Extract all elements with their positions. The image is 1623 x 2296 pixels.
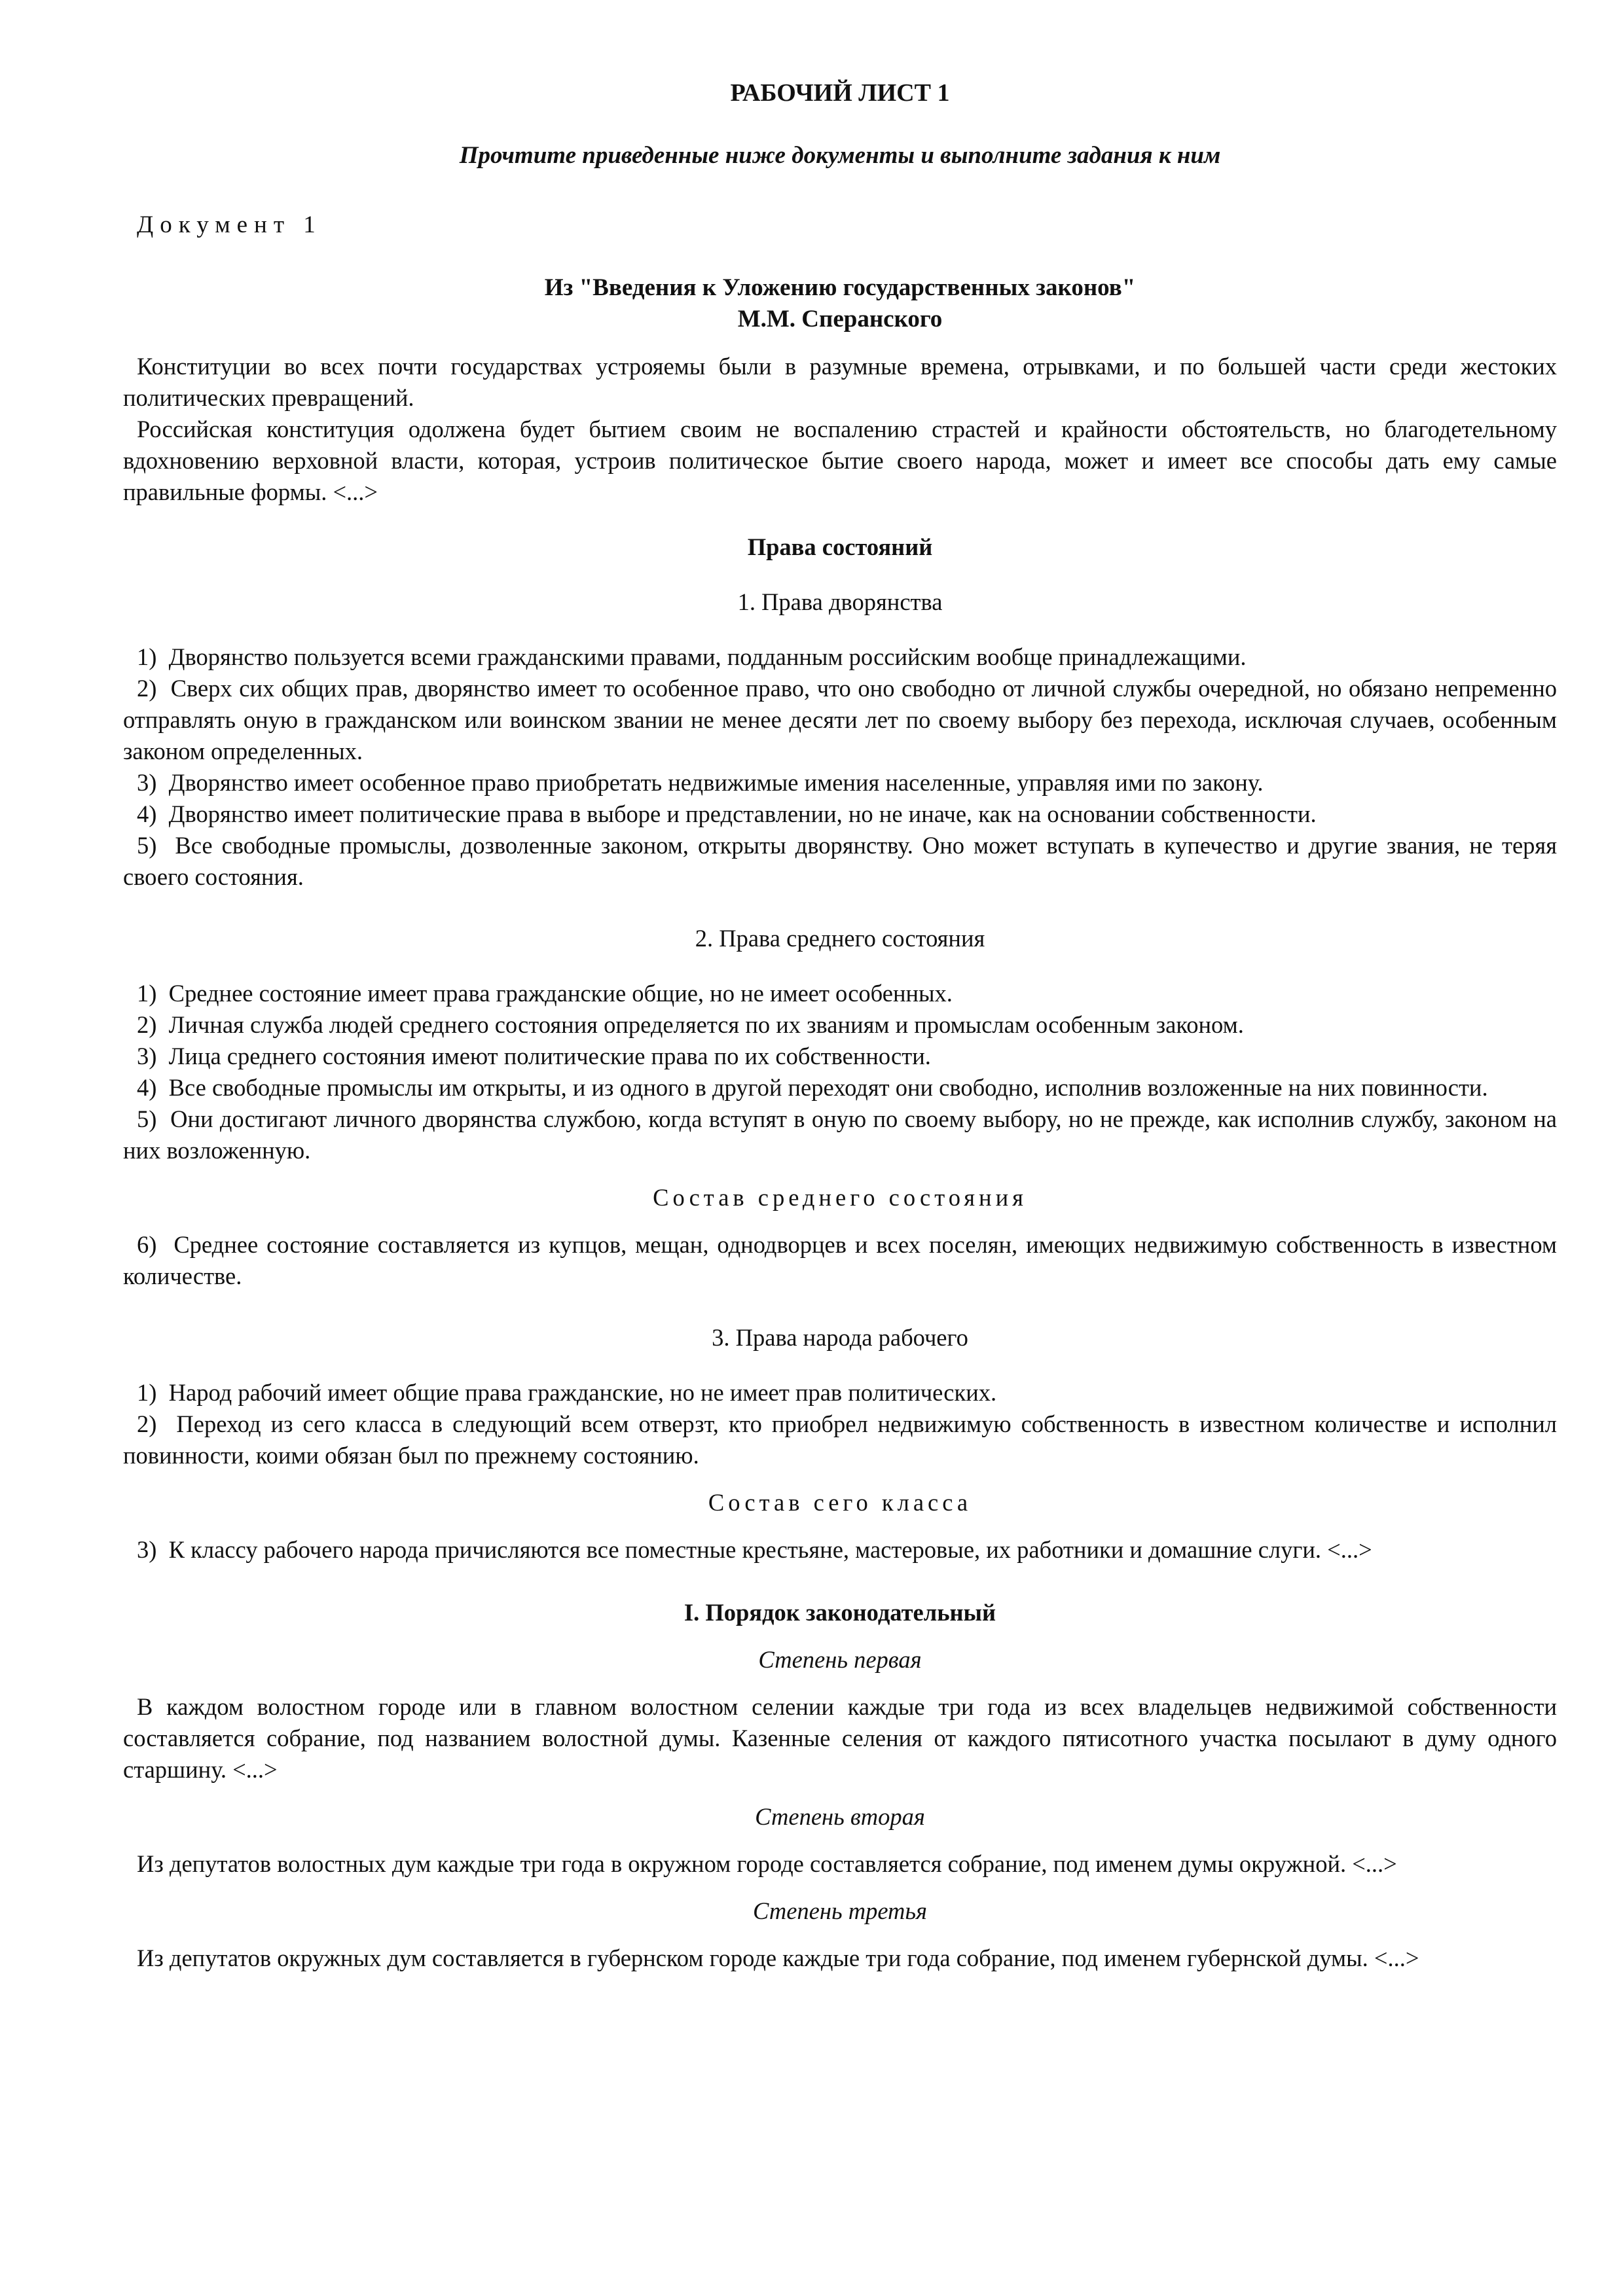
list-item: 4) Все свободные промыслы им открыты, и из одного в другой переходят они свободно, исполнив возложенные на них повинности. [137, 1074, 1488, 1101]
degree-text-block [123, 1943, 1557, 1974]
degree-title: Степень первая [758, 1646, 922, 1673]
degree-text-block [123, 1848, 1557, 1880]
degree-text: Из депутатов окружных дум составляется в губернском городе каждые три года собрание, под именем губернской думы. <...> [137, 1945, 1419, 1971]
working-composition-list [123, 1534, 1557, 1566]
working-composition-heading: Состав сего класса [708, 1489, 972, 1516]
working-list [123, 1377, 1557, 1471]
worksheet-instruction: Прочтите приведенные ниже документы и выполните задания к ним [459, 142, 1221, 169]
rights-heading: Права состояний [747, 533, 933, 560]
middle-composition-list [123, 1229, 1557, 1292]
list-item: 3) К классу рабочего народа причисляются все поместные крестьяне, мастеровые, их работники и домашние слуги. <...> [137, 1536, 1372, 1563]
list-item: 5) Все свободные промыслы, дозволенные законом, открыты дворянству. Оно может вступать в купечество и другие звания, не теряя своего состояния. [123, 832, 1557, 890]
intro-paragraph: Конституции во всех почти государствах устрояемы были в разумные времена, отрывками, и по большей части среди жестоких политических превращений. [123, 353, 1557, 411]
degree-title: Степень вторая [755, 1803, 925, 1830]
degree-title: Степень третья [753, 1897, 927, 1924]
nobility-list [123, 641, 1557, 893]
worksheet-title: РАБОЧИЙ ЛИСТ 1 [730, 79, 950, 107]
list-item: 2) Переход из сего класса в следующий всем отверзт, кто приобрел недвижимую собственность в известном количестве и исполнил повинности, коими обязан был по прежнему состоянию. [123, 1410, 1557, 1469]
list-item: 6) Среднее состояние составляется из купцов, мещан, однодворцев и всех поселян, имеющих недвижимую собственность в известном количестве. [123, 1231, 1557, 1289]
degree-text: В каждом волостном городе или в главном волостном селении каждые три года из всех владельцев недвижимой собственности составляется собрание, под названием волостной думы. Казенные селения от каждого пятисотного участка посылают в думу одного старшину. <...> [123, 1693, 1557, 1783]
source-title-line2: М.М. Сперанского [737, 306, 943, 332]
list-item: 5) Они достигают личного дворянства службою, когда вступят в оную по своему выбору, но не прежде, как исполнив службу, законом на них возложенную. [123, 1105, 1557, 1164]
source-title-line1: Из "Введения к Уложению государственных законов" [544, 274, 1136, 301]
legislative-heading: I. Порядок законодательный [684, 1599, 996, 1626]
list-item: 3) Лица среднего состояния имеют политические права по их собственности. [137, 1043, 931, 1069]
degree-text: Из депутатов волостных дум каждые три года в окружном городе составляется собрание, под именем думы окружной. <...> [137, 1850, 1397, 1877]
document-body [123, 272, 1557, 1974]
intro-paragraph: Российская конституция одолжена будет бытием своим не воспалению страстей и крайности обстоятельств, но благодетельному вдохновению верховной власти, которая, устроив политическое бытие своего народа, может и имеет все способы дать ему самые правильные формы. <...> [123, 416, 1557, 505]
list-item: 1) Среднее состояние имеет права гражданские общие, но не имеет особенных. [137, 980, 953, 1007]
middle-list [123, 978, 1557, 1166]
list-item: 3) Дворянство имеет особенное право приобретать недвижимые имения населенные, управляя ими по закону. [137, 769, 1264, 796]
list-item: 2) Сверх сих общих прав, дворянство имеет то особенное право, что оно свободно от личной службы очередной, но обязано непременно отправлять оную в гражданском или воинском звании не менее десяти лет по своему выбору без перехода, исключая случаев, особенным законом определенных. [123, 675, 1557, 764]
list-item: 2) Личная служба людей среднего состояния определяется по их званиям и промыслам особенным законом. [137, 1011, 1244, 1038]
document-label: Документ 1 [137, 211, 322, 238]
working-heading: 3. Права народа рабочего [712, 1324, 968, 1351]
list-item: 1) Народ рабочий имеет общие права гражданские, но не имеет прав политических. [137, 1379, 997, 1406]
degree-text-block [123, 1691, 1557, 1785]
list-item: 4) Дворянство имеет политические права в выборе и представлении, но не иначе, как на основании собственности. [137, 800, 1317, 827]
list-item: 1) Дворянство пользуется всеми гражданскими правами, подданным российским вообще принадлежащими. [137, 643, 1247, 670]
middle-composition-heading: Состав среднего состояния [653, 1184, 1027, 1211]
nobility-heading: 1. Права дворянства [737, 588, 943, 615]
middle-heading: 2. Права среднего состояния [695, 925, 985, 952]
